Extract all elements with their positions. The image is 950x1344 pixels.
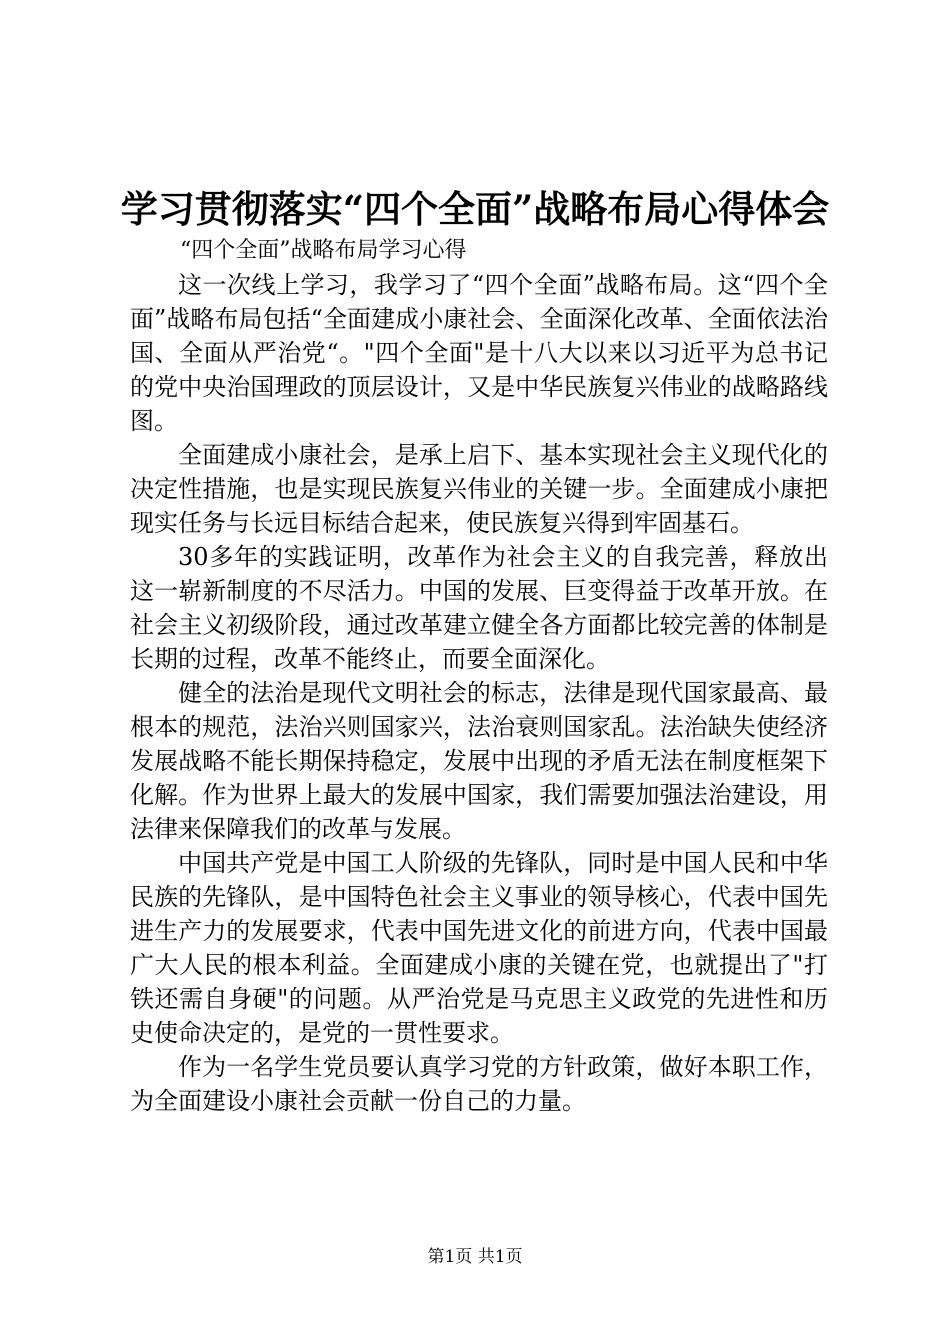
paragraph: 这一次线上学习，我学习了“四个全面”战略布局。这“四个全面”战略布局包括“全面建成小康社会、全面深化改革、全面依法治国、全面从严治党“。"四个全面"是十八大以来以习近平为总书记的党中央治国理政的顶层设计，又是中华民族复兴伟业的战略路线图。 [130,271,828,435]
paragraph: 全面建成小康社会，是承上启下、基本实现社会主义现代化的决定性措施，也是实现民族复兴伟业的关键一步。全面建成小康把现实任务与长远目标结合起来，使民族复兴得到牢固基石。 [130,441,828,537]
paragraph: 30多年的实践证明，改革作为社会主义的自我完善，释放出这一崭新制度的不尽活力。中国的发展、巨变得益于改革开放。在社会主义初级阶段，通过改革建立健全各方面都比较完善的体制是长期的过程，改革不能终止，而要全面深化。 [130,543,828,673]
document-subtitle: “四个全面”战略布局学习心得 [180,238,467,263]
paragraph: 中国共产党是中国工人阶级的先锋队，同时是中国人民和中华民族的先锋队，是中国特色社会主义事业的领导核心，代表中国先进生产力的发展要求，代表中国先进文化的前进方向，代表中国最广大人民的根本利益。全面建成小康的关键在党，也就提出了"打铁还需自身硬"的问题。从严治党是马克思主义政党的先进性和历史使命决定的，是党的一贯性要求。 [130,849,828,1047]
paragraph: 作为一名学生党员要认真学习党的方针政策，做好本职工作，为全面建设小康社会贡献一份自己的力量。 [130,1053,828,1115]
page-number-footer: 第1页 共1页 [427,1247,523,1267]
document-title: 学习贯彻落实“四个全面”战略布局心得体会 [120,187,830,231]
paragraph: 健全的法治是现代文明社会的标志，法律是现代国家最高、最根本的规范，法治兴则国家兴，法治衰则国家乱。法治缺失使经济发展战略不能长期保持稳定，发展中出现的矛盾无法在制度框架下化解。作为世界上最大的发展中国家，我们需要加强法治建设，用法律来保障我们的改革与发展。 [130,679,828,843]
document-body [130,234,828,1118]
